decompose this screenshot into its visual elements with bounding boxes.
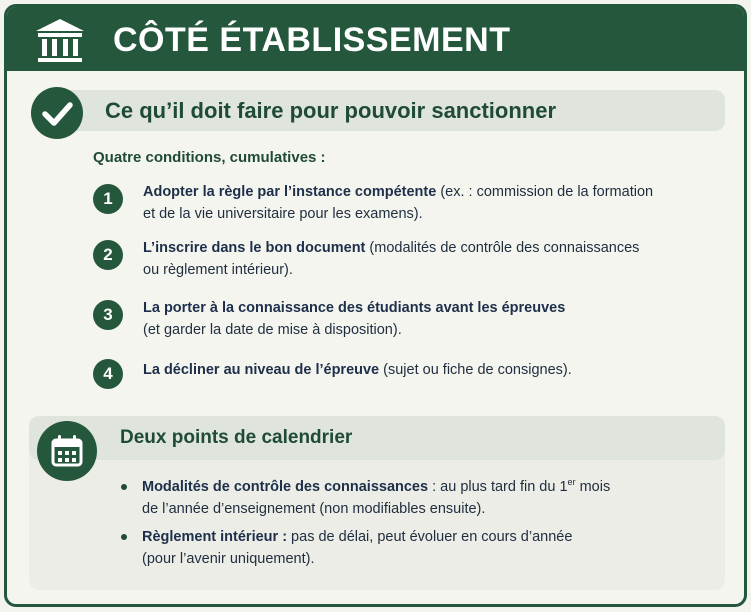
step-number-3: 3 <box>93 300 123 330</box>
checkmark-icon <box>31 87 83 139</box>
step-number-4: 4 <box>93 359 123 389</box>
conditions-intro: Quatre conditions, cumulatives : <box>93 149 326 166</box>
calendar-1-sup: er <box>567 477 576 487</box>
step-number-2: 2 <box>93 240 123 270</box>
calendar-1-bold: Modalités de contrôle des connaissances <box>142 479 429 495</box>
condition-item-2 <box>143 237 723 281</box>
condition-4-bold: La décliner au niveau de l’épreuve <box>143 362 380 378</box>
condition-item-3 <box>143 297 723 341</box>
condition-4-rest: (sujet ou fiche de consignes). <box>379 362 572 378</box>
calendar-icon <box>37 421 97 481</box>
section-title-conditions: Ce qu’il doit faire pour pouvoir sanctionner <box>105 98 557 123</box>
calendar-2-rest: pas de délai, peut évoluer en cours d’année <box>287 529 573 545</box>
bullet-dot-2 <box>121 534 127 540</box>
condition-3-bold: La porter à la connaissance des étudiants avant les épreuves <box>143 300 566 316</box>
calendar-1-rest-a: : au plus tard fin du 1 <box>428 479 568 495</box>
calendar-1-rest-b: mois <box>575 479 611 495</box>
page-title: CÔTÉ ÉTABLISSEMENT <box>113 21 511 59</box>
condition-1-bold: Adopter la règle par l’instance compétente <box>143 184 437 200</box>
institution-building-icon <box>34 17 86 67</box>
condition-1-line2: et de la vie universitaire pour les examens). <box>143 206 423 222</box>
condition-2-bold: L’inscrire dans le bon document <box>143 240 366 256</box>
calendar-2-bold: Règlement intérieur : <box>142 529 288 545</box>
calendar-2-line2: (pour l’avenir uniquement). <box>142 551 315 567</box>
condition-2-line2: ou règlement intérieur). <box>143 262 293 278</box>
header-banner <box>7 7 744 71</box>
condition-item-1 <box>143 181 723 225</box>
calendar-1-line2: de l’année d’enseignement (non modifiables ensuite). <box>142 501 486 517</box>
calendar-item-2 <box>142 526 702 570</box>
condition-item-4 <box>143 359 723 381</box>
bullet-dot-1 <box>121 484 127 490</box>
info-card <box>4 4 747 607</box>
step-number-1: 1 <box>93 184 123 214</box>
calendar-item-1 <box>142 476 702 520</box>
condition-1-rest: (ex. : commission de la formation <box>436 184 654 200</box>
checkmark-badge <box>31 87 83 139</box>
condition-2-rest: (modalités de contrôle des connaissances <box>365 240 640 256</box>
section-title-calendar: Deux points de calendrier <box>120 427 353 448</box>
calendar-badge <box>37 421 97 481</box>
condition-3-line2: (et garder la date de mise à disposition). <box>143 322 402 338</box>
